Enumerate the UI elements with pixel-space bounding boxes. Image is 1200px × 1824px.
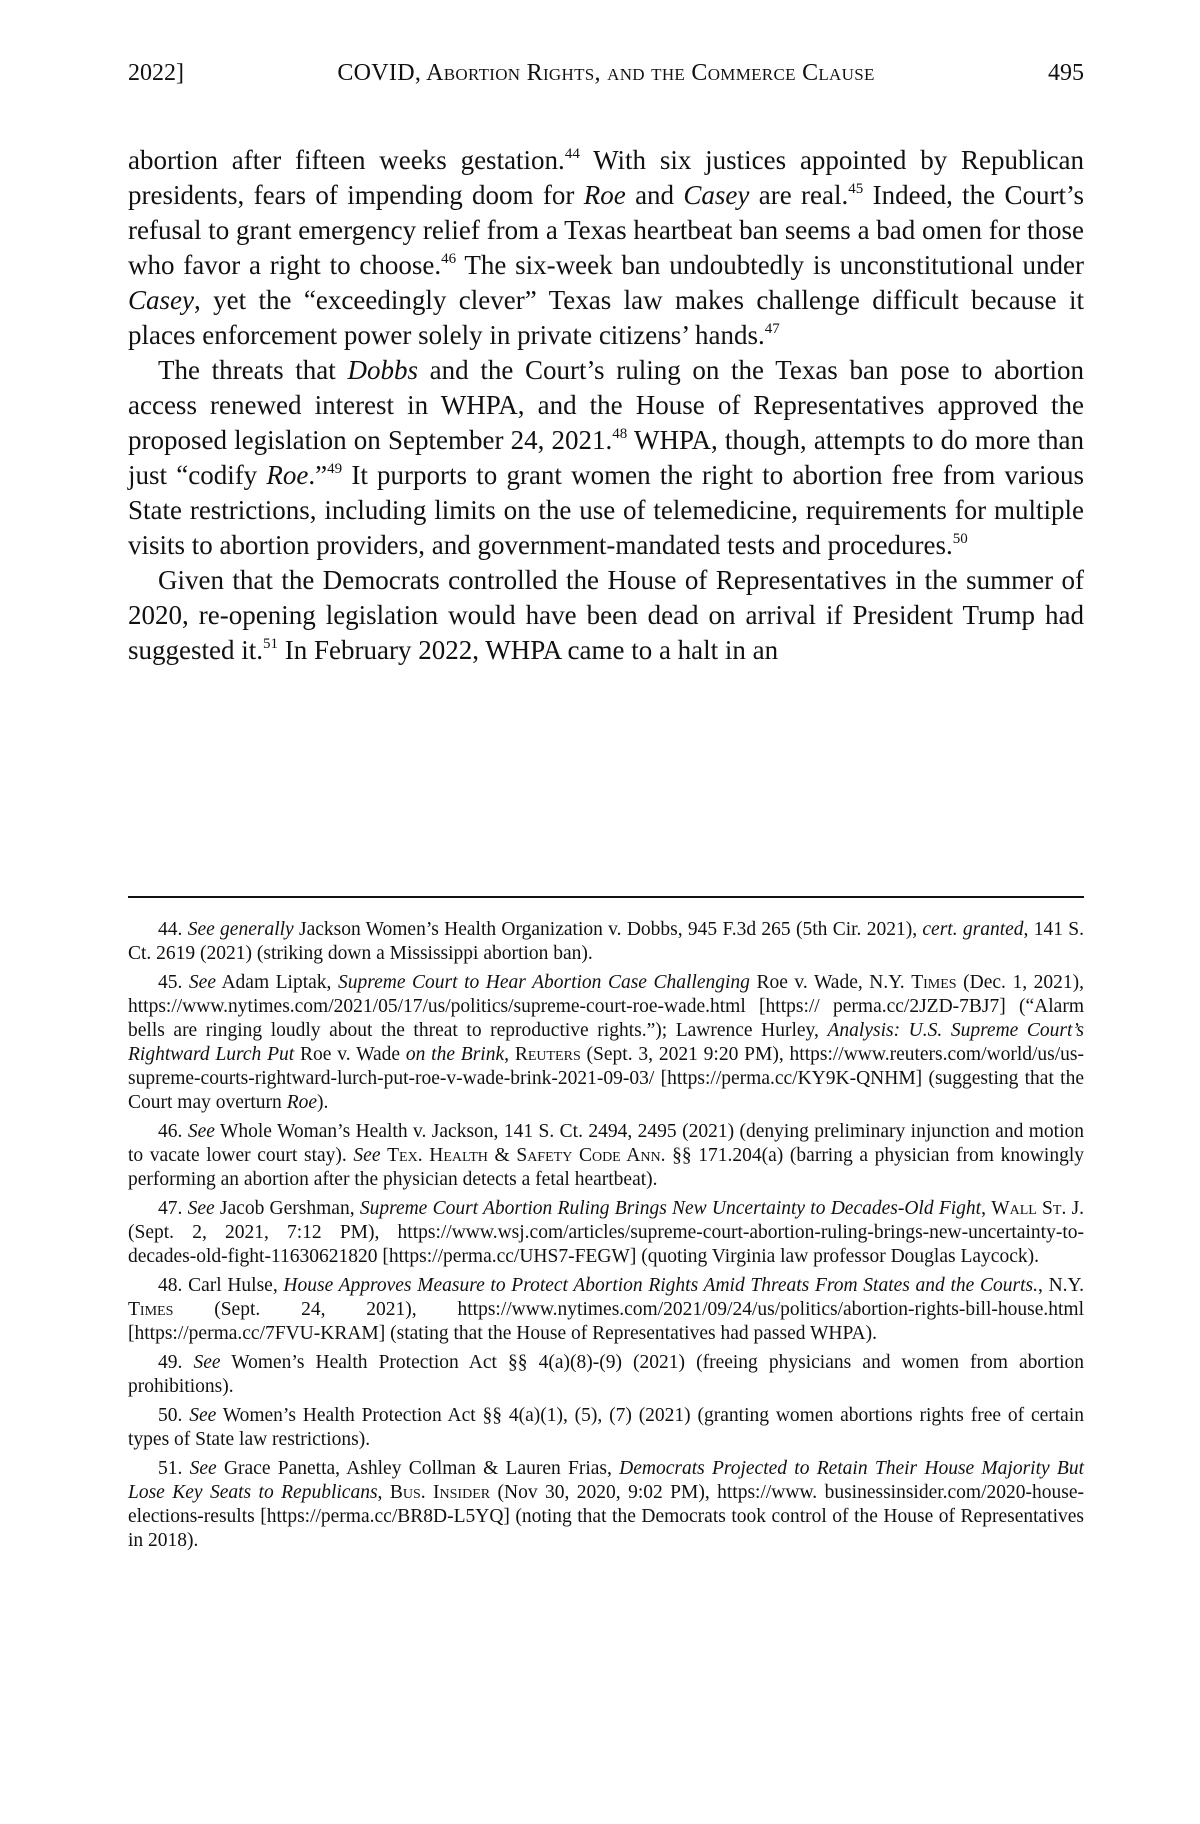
- footnote-divider: [128, 896, 1084, 898]
- footnote-ref-45: 45: [848, 181, 864, 197]
- running-header: [128, 56, 1084, 90]
- footnote-44: 44. See generally Jackson Women’s Health Organization v. Dobbs, 945 F.3d 265 (5th Cir. 2021), cert. granted, 141 S. Ct. 2619 (2021) (striking down a Mississippi abortion ban).: [128, 919, 1084, 964]
- paragraph-2: The threats that Dobbs and the Court’s ruling on the Texas ban pose to abortion access renewed interest in WHPA, and the House of Representatives approved the proposed legislation on September 24, 2021.48 WHPA, though, attempts to do more than just “codify Roe.”$^{49}$ It purports to grant women the right to abortion free from various State restrictions, including limits on the use of telemedicine, requirements for multiple visits to abortion providers, and government-mandated tests and procedures.$^{50}$: [128, 355, 1084, 560]
- footnote-ref-48: 48: [612, 426, 628, 442]
- footnote-ref-51: 51: [263, 636, 278, 652]
- footnote-48: 48. Carl Hulse, House Approves Measure to Protect Abortion Rights Amid Threats From States and the Courts., N.Y. Times (Sept. 24, 2021), https://www.nytimes.com/2021/09/24/us/politics/abortion-rights-bill-house.html [https://perma.cc/7FVU-KRAM] (stating that the House of Representatives had passed WHPA).: [128, 1275, 1084, 1344]
- footnote-45: 45. See Adam Liptak, Supreme Court to Hear Abortion Case Challenging Roe v. Wade, N.Y. Times (Dec. 1, 2021), https://www.nytimes.com/2021/05/17/us/politics/supreme-court-roe-wade.html [https:// perma.cc/2JZD-7BJ7] (“Alarm bells are ringing loudly about the threat to reproductive rights.”); Lawrence Hurley, Analysis: U.S. Supreme Court’s Rightward Lurch Put Roe v. Wade on the Brink, Reuters (Sept. 3, 2021 9:20 PM), https://www.reuters.com/world/us/us-supreme-courts-rightward-lurch-put-roe-v-wade-brink-2021-09-03/ [https://perma.cc/KY9K-QNHM] (suggesting that the Court may overturn Roe).: [128, 972, 1084, 1113]
- footnote-49: 49. See Women’s Health Protection Act §§ 4(a)(8)-(9) (2021) (freeing physicians and women from abortion prohibitions).: [128, 1352, 1085, 1397]
- footnote-46: 46. See Whole Woman’s Health v. Jackson, 141 S. Ct. 2494, 2495 (2021) (denying preliminary injunction and motion to vacate lower court stay). See Tex. Health & Safety Code Ann. §§ 171.204(a) (barring a physician from knowingly performing an abortion after the physician detects a fetal heartbeat).: [128, 1121, 1085, 1190]
- footnote-47: 47. See Jacob Gershman, Supreme Court Abortion Ruling Brings New Uncertainty to Decades-Old Fight, Wall St. J. (Sept. 2, 2021, 7:12 PM), https://www.wsj.com/articles/supreme-court-abortion-ruling-brings-new-uncertainty-to-decades-old-fight-11630621820 [https://perma.cc/UHS7-FEGW] (quoting Virginia law professor Douglas Laycock).: [128, 1198, 1085, 1267]
- header-year: 2022]: [128, 60, 184, 86]
- main-text: [128, 143, 1084, 668]
- footnote-ref-46: 46: [441, 251, 457, 267]
- footnote-ref-44: 44: [564, 146, 580, 162]
- paragraph-1: abortion after fifteen weeks gestation.$^{44}$ With six justices appointed by Republican presidents, fears of impending doom for Roe and Casey are real.$^{45}$ Indeed, the Court’s refusal to grant emergency relief from a Texas heartbeat ban seems a bad omen for those who favor a right to choose.$^{46}$ The six-week ban undoubtedly is unconstitutional under Casey, yet the “exceedingly clever” Texas law makes challenge difficult because it places enforcement power solely in private citizens’ hands.$^{47}$: [128, 145, 1085, 350]
- footnote-ref-50: 50: [952, 531, 968, 547]
- header-title: COVID, Abortion Rights, and the Commerce Clause: [337, 60, 875, 86]
- footnote-50: 50. See Women’s Health Protection Act §§ 4(a)(1), (5), (7) (2021) (granting women abortions rights free of certain types of State law restrictions).: [128, 1405, 1084, 1450]
- footnotes: [128, 918, 1084, 1558]
- footnote-ref-47: 47: [764, 321, 780, 337]
- paragraph-3: Given that the Democrats controlled the House of Representatives in the summer of 2020, re-opening legislation would have been dead on arrival if President Trump had suggested it.$^{51}$ In February 2022, WHPA came to a halt in an: [128, 565, 1084, 665]
- footnote-51: 51. See Grace Panetta, Ashley Collman & Lauren Frias, Democrats Projected to Retain Their House Majority But Lose Key Seats to Republicans, Bus. Insider (Nov 30, 2020, 9:02 PM), https://www. businessinsider.com/2020-house-elections-results [https://perma.cc/BR8D-L5YQ] (noting that the Democrats took control of the House of Representatives in 2018).: [128, 1458, 1085, 1551]
- footnote-ref-49: 49: [327, 461, 343, 477]
- page-number: 495: [1048, 60, 1084, 86]
